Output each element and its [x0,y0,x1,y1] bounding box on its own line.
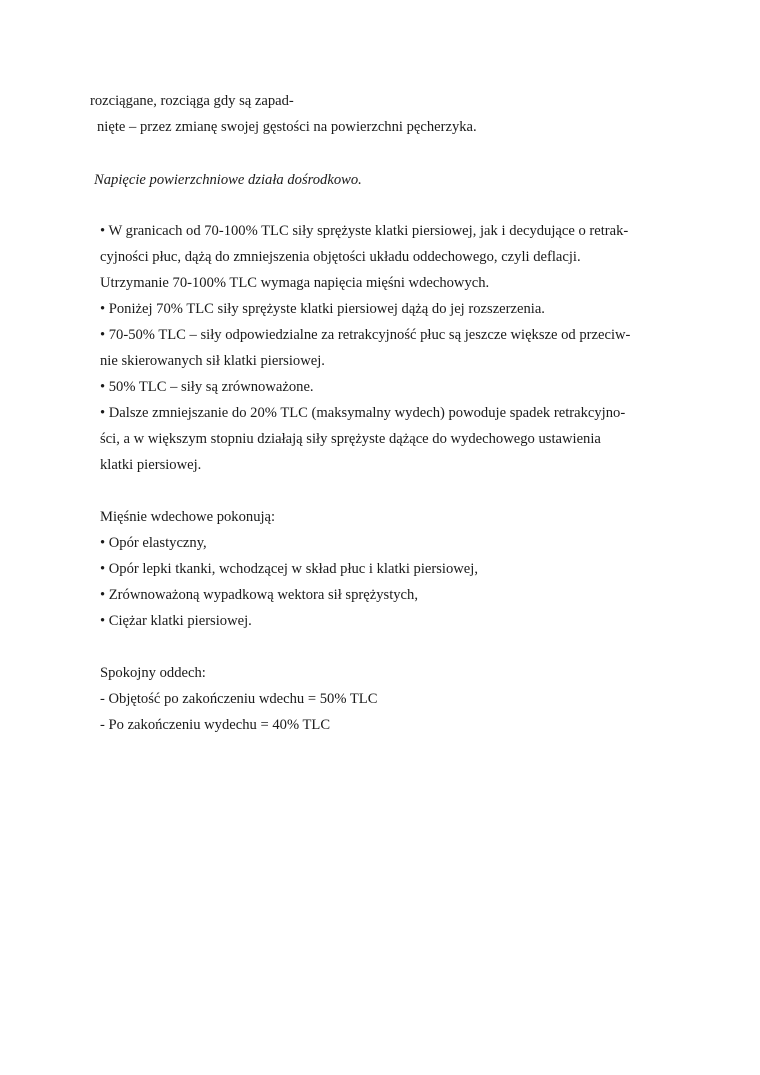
tlc-line-2: cyjności płuc, dążą do zmniejszenia objętości układu oddechowego, czyli deflacji. [100,249,581,265]
inspiratory-item: • Zrównoważoną wypadkową wektora sił sprężystych, [100,587,418,603]
tlc-line-3: Utrzymanie 70-100% TLC wymaga napięcia mięśni wdechowych. [100,275,490,291]
quiet-breathing-item: - Po zakończeniu wydechu = 40% TLC [100,717,331,733]
tlc-line-1: • W granicach od 70-100% TLC siły sprężyste klatki piersiowej, jak i decydujące o retrak- [100,223,629,239]
inspiratory-heading: Mięśnie wdechowe pokonują: [100,509,276,525]
inspiratory-item: • Opór lepki tkanki, wchodzącej w skład płuc i klatki piersiowej, [100,561,478,577]
surface-tension-note: Napięcie powierzchniowe działa dośrodkowo. [94,172,362,188]
tlc-line-8: • Dalsze zmniejszanie do 20% TLC (maksymalny wydech) powoduje spadek retrakcyjno- [100,405,626,421]
inspiratory-item: • Opór elastyczny, [100,535,207,551]
tlc-line-9: ści, a w większym stopniu działają siły sprężyste dążące do wydechowego ustawienia [100,431,601,447]
inspiratory-item: • Ciężar klatki piersiowej. [100,613,252,629]
quiet-breathing-item: - Objętość po zakończeniu wdechu = 50% TLC [100,691,378,707]
tlc-line-7: • 50% TLC – siły są zrównoważone. [100,379,314,395]
tlc-line-4: • Poniżej 70% TLC siły sprężyste klatki piersiowej dążą do jej rozszerzenia. [100,301,545,317]
tlc-line-10: klatki piersiowej. [100,457,202,473]
tlc-line-6: nie skierowanych sił klatki piersiowej. [100,353,325,369]
quiet-breathing-heading: Spokojny oddech: [100,665,206,681]
tlc-line-5: • 70-50% TLC – siły odpowiedzialne za retrakcyjność płuc są jeszcze większe od przeciw- [100,327,631,343]
intro-line-2: nięte – przez zmianę swojej gęstości na powierzchni pęcherzyka. [97,119,477,135]
intro-line-1: rozciągane, rozciąga gdy są zapad- [90,93,294,109]
